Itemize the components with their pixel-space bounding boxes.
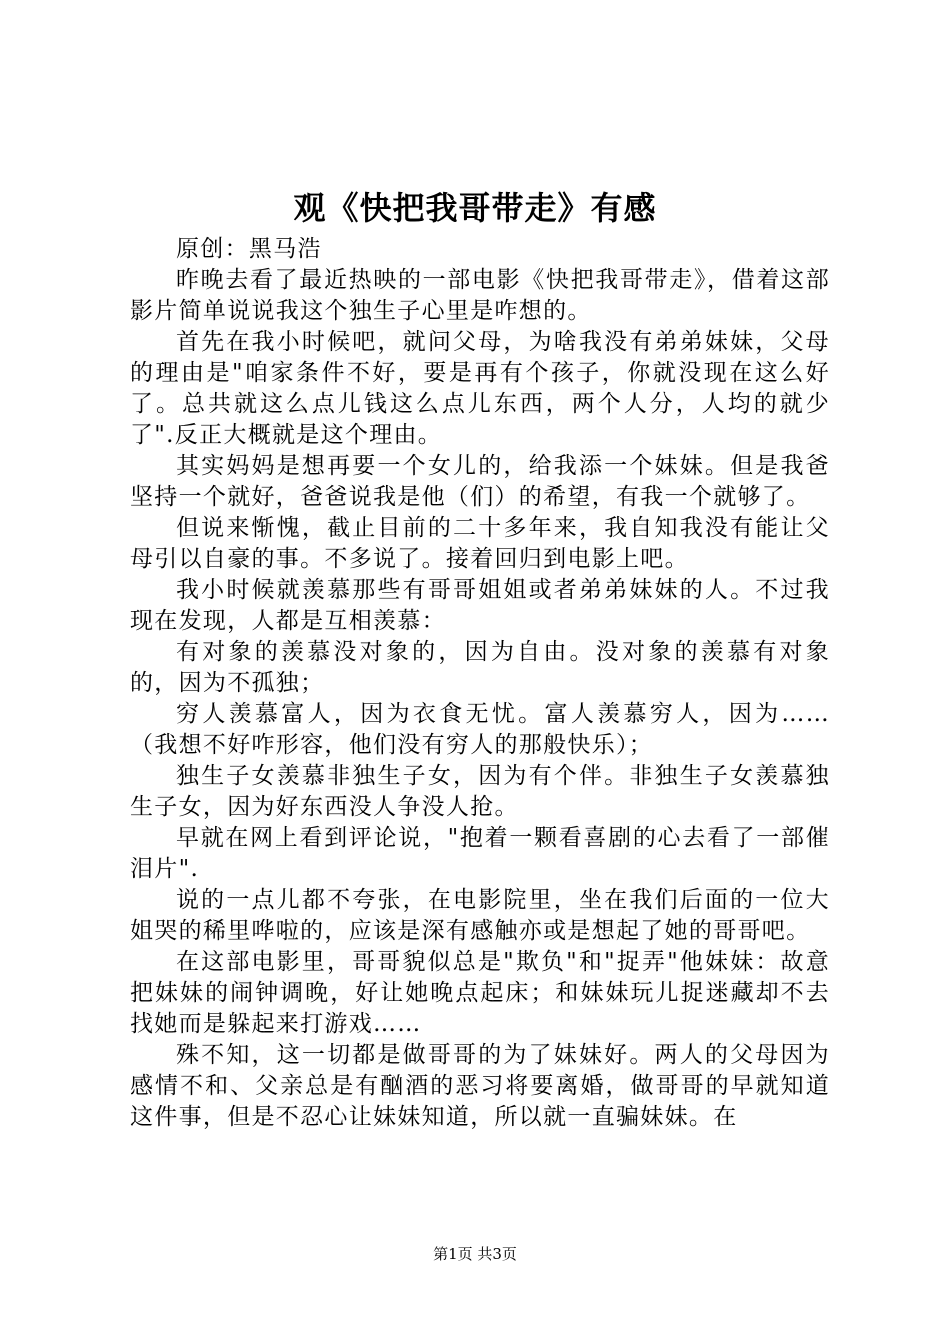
paragraph: 独生子女羡慕非独生子女，因为有个伴。非独生子女羡慕独生子女，因为好东西没人争没人抢。 [130,763,830,820]
paragraph: 其实妈妈是想再要一个女儿的，给我添一个妹妹。但是我爸坚持一个就好，爸爸说我是他（们）的希望，有我一个就够了。 [130,453,830,510]
author-line: 原创：黑马浩 [176,236,322,262]
paragraph: 说的一点儿都不夸张，在电影院里，坐在我们后面的一位大姐哭的稀里哗啦的，应该是深有感触亦或是想起了她的哥哥吧。 [130,887,830,944]
paragraph: 在这部电影里，哥哥貌似总是"欺负"和"捉弄"他妹妹：故意把妹妹的闹钟调晚，好让她晚点起床；和妹妹玩儿捉迷藏却不去找她而是躲起来打游戏…… [130,949,830,1037]
paragraph: 我小时候就羡慕那些有哥哥姐姐或者弟弟妹妹的人。不过我现在发现，人都是互相羡慕： [130,577,830,634]
page-footer: 第1页 共3页 [433,1245,517,1263]
document-body [130,234,830,1133]
paragraph: 有对象的羡慕没对象的，因为自由。没对象的羡慕有对象的，因为不孤独； [130,639,830,696]
paragraph: 首先在我小时候吧，就问父母，为啥我没有弟弟妹妹，父母的理由是"咱家条件不好，要是再有个孩子，你就没现在这么好了。总共就这么点儿钱这么点儿东西，两个人分，人均的就少了".反正大概就是这个理由。 [130,329,830,448]
paragraph: 但说来惭愧，截止目前的二十多年来，我自知我没有能让父母引以自豪的事。不多说了。接着回归到电影上吧。 [130,515,830,572]
document-title: 观《快把我哥带走》有感 [293,189,657,227]
paragraph: 早就在网上看到评论说，"抱着一颗看喜剧的心去看了一部催泪片". [130,825,830,882]
paragraph: 穷人羡慕富人，因为衣食无忧。富人羡慕穷人，因为……（我想不好咋形容，他们没有穷人的那般快乐）； [130,701,830,758]
paragraph: 殊不知，这一切都是做哥哥的为了妹妹好。两人的父母因为感情不和、父亲总是有酗酒的恶习将要离婚，做哥哥的早就知道这件事，但是不忍心让妹妹知道，所以就一直骗妹妹。在 [130,1042,830,1130]
paragraph: 昨晚去看了最近热映的一部电影《快把我哥带走》，借着这部影片简单说说我这个独生子心里是咋想的。 [130,267,830,324]
